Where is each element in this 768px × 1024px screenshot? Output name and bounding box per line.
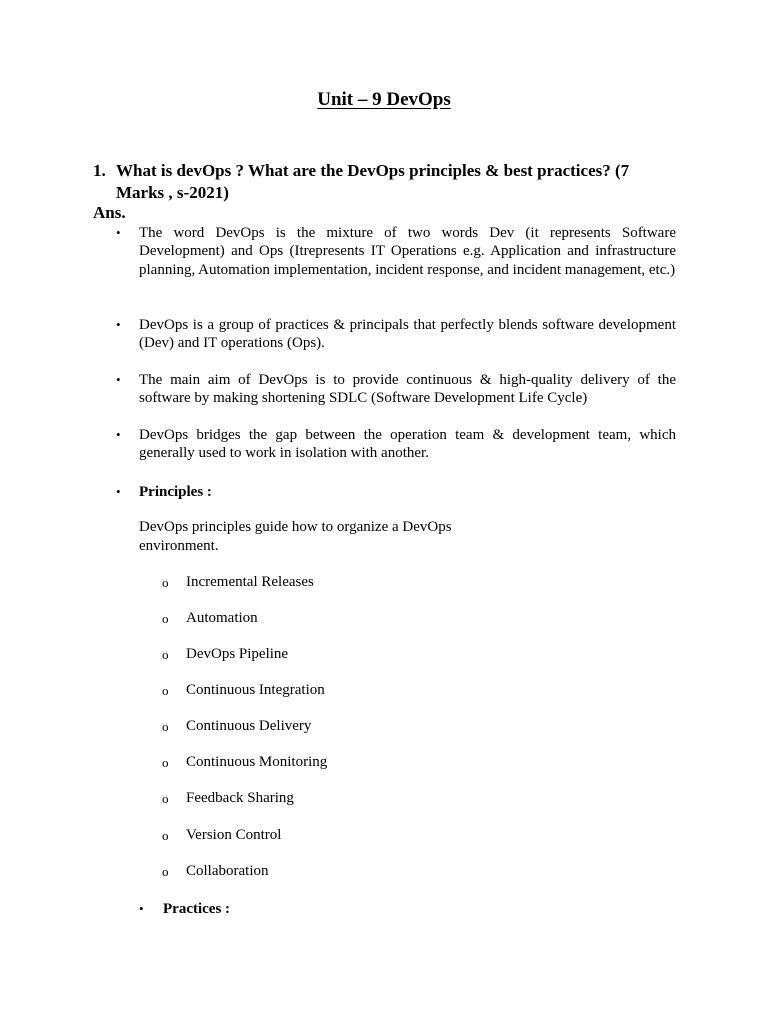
circle-bullet-icon: o <box>162 647 169 662</box>
circle-bullet-icon: o <box>162 719 169 734</box>
circle-bullet-icon: o <box>162 755 169 770</box>
list-item <box>116 224 676 279</box>
list-item <box>162 862 269 880</box>
practices-label: Practices : <box>163 901 231 917</box>
bullet-text: DevOps is a group of practices & principals that perfectly blends software development (Dev) and IT operations (Ops). <box>139 317 676 352</box>
bullet-text: The main aim of DevOps is to provide continuous & high-quality delivery of the software by making shortening SDLC (Software Development Life Cycle) <box>139 372 676 407</box>
list-item <box>162 609 258 627</box>
principle-item: Incremental Releases <box>186 574 314 590</box>
principle-item: Continuous Integration <box>186 682 325 698</box>
list-item <box>116 426 676 463</box>
principle-item: Feedback Sharing <box>186 790 294 806</box>
bullet-icon: • <box>116 372 121 387</box>
bullet-text: The word DevOps is the mixture of two words Dev (it represents Software Development) and Ops (Itrepresents IT Operations e.g. Application and infrastructure planning, Automation implementation, incident response, and incident management, etc.) <box>139 225 676 278</box>
page-title: Unit – 9 DevOps <box>317 89 451 110</box>
principle-item: Collaboration <box>186 863 269 879</box>
practices-heading <box>139 900 230 918</box>
bullet-icon: • <box>139 901 144 916</box>
bullet-icon: • <box>116 225 121 240</box>
principle-item: Automation <box>186 610 258 626</box>
principle-item: Version Control <box>186 827 282 843</box>
answer-label: Ans. <box>93 203 126 222</box>
list-item <box>162 573 314 591</box>
list-item <box>162 753 327 771</box>
circle-bullet-icon: o <box>162 791 169 806</box>
circle-bullet-icon: o <box>162 575 169 590</box>
list-item <box>162 826 281 844</box>
question-text: What is devOps ? What are the DevOps principles & best practices? (7 Marks , s-2021) <box>116 161 630 202</box>
bullet-icon: • <box>116 484 121 499</box>
principles-heading <box>116 483 676 501</box>
circle-bullet-icon: o <box>162 828 169 843</box>
bullet-icon: • <box>116 317 121 332</box>
circle-bullet-icon: o <box>162 864 169 879</box>
list-item <box>162 789 294 807</box>
question-number: 1. <box>93 161 106 180</box>
circle-bullet-icon: o <box>162 611 169 626</box>
principle-item: Continuous Delivery <box>186 718 312 734</box>
principle-item: DevOps Pipeline <box>186 646 289 662</box>
bullet-icon: • <box>116 427 121 442</box>
principle-item: Continuous Monitoring <box>186 754 328 770</box>
principles-description: DevOps principles guide how to organize a DevOps environment. <box>139 519 452 554</box>
bullet-text: DevOps bridges the gap between the operation team & development team, which generally used to work in isolation with another. <box>139 427 676 462</box>
list-item <box>116 316 676 353</box>
question-heading <box>93 160 678 204</box>
list-item <box>162 645 288 663</box>
circle-bullet-icon: o <box>162 683 169 698</box>
principles-label: Principles : <box>139 484 212 500</box>
list-item <box>162 681 325 699</box>
list-item <box>116 371 676 408</box>
list-item <box>162 717 311 735</box>
